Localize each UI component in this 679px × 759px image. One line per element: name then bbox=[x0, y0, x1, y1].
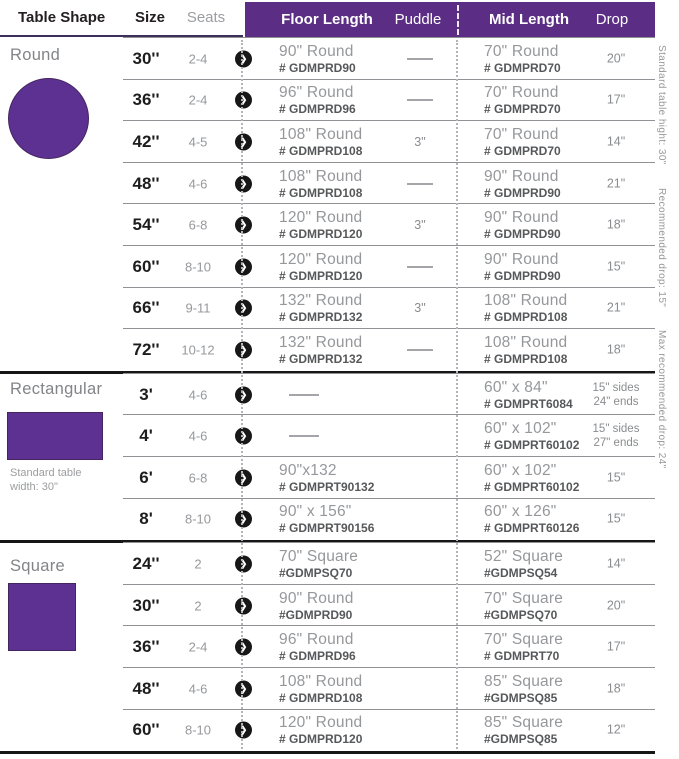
table-row bbox=[0, 204, 655, 246]
section-label: Square bbox=[10, 557, 66, 576]
puddle-cell bbox=[392, 58, 448, 60]
arrow-icon: ❯ bbox=[235, 722, 252, 739]
floor-length-sku: # GDMPRD96 bbox=[279, 649, 356, 664]
floor-length-value: 108" Round bbox=[279, 167, 363, 185]
mid-length-cell bbox=[484, 334, 592, 366]
puddle-cell: 3" bbox=[414, 218, 426, 233]
drop-cell bbox=[586, 301, 646, 316]
drop-cell bbox=[586, 681, 646, 696]
size-cell: 30'' bbox=[132, 595, 160, 615]
header-left bbox=[0, 0, 243, 37]
floor-length-cell bbox=[279, 435, 395, 437]
arrow-icon: ❯ bbox=[235, 258, 252, 275]
arrow-icon: ❯ bbox=[235, 386, 252, 403]
floor-length-cell bbox=[279, 548, 395, 580]
mid-length-sku: # GDMPRD90 bbox=[484, 185, 561, 200]
floor-length-cell bbox=[279, 631, 395, 663]
mid-length-value: 108" Round bbox=[484, 333, 568, 351]
mid-length-value: 90" Round bbox=[484, 250, 559, 268]
floor-length-value: 90" Round bbox=[279, 589, 354, 607]
seats-cell: 4-5 bbox=[188, 134, 208, 150]
arrow-icon: ❯ bbox=[235, 428, 252, 445]
mid-length-value: 85" Square bbox=[484, 672, 564, 690]
drop-value: 18" bbox=[606, 681, 626, 696]
dotted-divider-left bbox=[241, 40, 243, 749]
drop-cell bbox=[586, 422, 646, 450]
mid-length-value: 60" x 102" bbox=[484, 461, 557, 479]
mid-length-value: 85" Square bbox=[484, 714, 564, 732]
floor-length-value: 90" x 156" bbox=[279, 503, 352, 521]
floor-length-cell bbox=[279, 43, 395, 75]
floor-length-cell bbox=[279, 292, 395, 324]
puddle-cell bbox=[392, 349, 448, 351]
dash-placeholder bbox=[407, 58, 433, 60]
mid-length-sku: #GDMPSQ85 bbox=[484, 732, 558, 747]
section-label: Round bbox=[10, 46, 61, 64]
mid-length-sku: #GDMPSQ85 bbox=[484, 690, 558, 705]
seats-cell: 6-8 bbox=[188, 470, 208, 486]
floor-length-value: 120" Round bbox=[279, 250, 363, 268]
drop-value: 20" bbox=[606, 598, 626, 613]
shape-caption-line2: width: 30" bbox=[10, 480, 58, 493]
floor-length-sku: # GDMPRD120 bbox=[279, 268, 363, 283]
floor-length-sku: # GDMPRD90 bbox=[279, 60, 356, 75]
mid-length-sku: # GDMPRT60126 bbox=[484, 521, 580, 536]
mid-length-value: 70" Square bbox=[484, 589, 564, 607]
size-cell: 54'' bbox=[132, 215, 160, 235]
mid-length-sku: # GDMPRT60102 bbox=[484, 438, 580, 453]
mid-length-cell bbox=[484, 462, 592, 494]
mid-length-sku: # GDMPRT70 bbox=[484, 649, 560, 664]
section-square bbox=[0, 540, 655, 751]
mid-length-cell bbox=[484, 714, 592, 746]
floor-length-value: 132" Round bbox=[279, 333, 363, 351]
size-cell: 4' bbox=[139, 426, 153, 446]
mid-length-value: 108" Round bbox=[484, 292, 568, 310]
arrow-icon: ❯ bbox=[235, 639, 252, 656]
floor-length-cell bbox=[279, 590, 395, 622]
drop-cell bbox=[586, 512, 646, 527]
mid-length-value: 90" Round bbox=[484, 167, 559, 185]
floor-length-sku: # GDMPRD96 bbox=[279, 102, 356, 117]
mid-length-cell bbox=[484, 251, 592, 283]
floor-length-sku: # GDMPRD132 bbox=[279, 351, 363, 366]
arrow-icon: ❯ bbox=[235, 341, 252, 358]
header-seats: Seats bbox=[186, 9, 226, 26]
table-row bbox=[0, 246, 655, 288]
floor-length-sku: # GDMPRD108 bbox=[279, 185, 363, 200]
puddle-cell: 3" bbox=[414, 134, 426, 149]
seats-cell: 4-6 bbox=[188, 387, 208, 403]
mid-length-value: 60" x 102" bbox=[484, 420, 557, 438]
mid-length-value: 70" Round bbox=[484, 84, 559, 102]
floor-length-sku: #GDMPSQ70 bbox=[279, 565, 353, 580]
mid-length-cell bbox=[484, 209, 592, 241]
arrow-icon: ❯ bbox=[235, 217, 252, 234]
seats-cell: 4-6 bbox=[188, 681, 208, 697]
table-row bbox=[0, 121, 655, 163]
arrow-icon: ❯ bbox=[235, 133, 252, 150]
drop-cell bbox=[586, 93, 646, 108]
mid-length-sku: # GDMPRD70 bbox=[484, 143, 561, 158]
drop-cell bbox=[586, 218, 646, 233]
seats-cell: 2-4 bbox=[188, 51, 208, 67]
floor-length-cell bbox=[279, 209, 395, 241]
header-drop: Drop bbox=[595, 11, 629, 28]
floor-length-sku: # GDMPRD120 bbox=[279, 227, 363, 242]
mid-length-value: 60" x 126" bbox=[484, 503, 557, 521]
drop-value: 15" bbox=[606, 259, 626, 274]
size-cell: 3' bbox=[139, 384, 153, 404]
dash-placeholder bbox=[407, 183, 433, 185]
drop-value: 21" bbox=[606, 300, 626, 315]
size-cell: 66'' bbox=[132, 298, 160, 318]
floor-length-value: 120" Round bbox=[279, 209, 363, 227]
mid-length-sku: #GDMPSQ54 bbox=[484, 565, 558, 580]
mid-length-cell bbox=[484, 548, 592, 580]
table-row bbox=[0, 499, 655, 541]
table-row bbox=[0, 457, 655, 499]
seats-cell: 2-4 bbox=[188, 92, 208, 108]
header-table-shape: Table Shape bbox=[18, 9, 106, 26]
drop-value: 17" bbox=[606, 639, 626, 654]
size-cell: 48'' bbox=[132, 678, 160, 698]
mid-length-value: 52" Square bbox=[484, 547, 564, 565]
dash-placeholder bbox=[289, 394, 319, 396]
mid-length-cell bbox=[484, 420, 592, 452]
seats-cell: 8-10 bbox=[184, 259, 212, 275]
table-row bbox=[0, 668, 655, 710]
drop-value: 17" bbox=[606, 92, 626, 107]
rows-area bbox=[0, 38, 655, 751]
mid-length-sku: #GDMPSQ70 bbox=[484, 607, 558, 622]
floor-length-cell bbox=[279, 714, 395, 746]
header-mid-length: Mid Length bbox=[489, 11, 569, 28]
floor-length-sku: # GDMPRD132 bbox=[279, 310, 363, 325]
size-cell: 72'' bbox=[132, 339, 160, 359]
mid-length-sku: # GDMPRD70 bbox=[484, 60, 561, 75]
size-cell: 36'' bbox=[132, 637, 160, 657]
dash-placeholder bbox=[289, 435, 319, 437]
arrow-icon: ❯ bbox=[235, 511, 252, 528]
mid-length-value: 70" Square bbox=[484, 631, 564, 649]
drop-cell bbox=[586, 342, 646, 357]
puddle-cell bbox=[392, 266, 448, 268]
dash-placeholder bbox=[407, 349, 433, 351]
table-row bbox=[0, 374, 655, 416]
shape-caption-line1: Standard table bbox=[10, 466, 82, 479]
mid-length-sku: # GDMPRD90 bbox=[484, 227, 561, 242]
floor-length-value: 108" Round bbox=[279, 672, 363, 690]
floor-length-cell bbox=[279, 462, 395, 494]
mid-length-cell bbox=[484, 168, 592, 200]
table-row bbox=[0, 38, 655, 80]
dotted-divider-right bbox=[456, 40, 458, 749]
drop-value-line2: 27" ends bbox=[593, 437, 639, 450]
mid-length-value: 70" Round bbox=[484, 125, 559, 143]
size-cell: 24'' bbox=[132, 553, 160, 573]
floor-length-value: 132" Round bbox=[279, 292, 363, 310]
mid-length-cell bbox=[484, 43, 592, 75]
table-row bbox=[0, 80, 655, 122]
drop-value: 21" bbox=[606, 176, 626, 191]
drop-value: 18" bbox=[606, 342, 626, 357]
note-max-drop: Max recommended drop: 24" bbox=[656, 330, 667, 469]
drop-value: 20" bbox=[606, 51, 626, 66]
drop-value-line2: 24" ends bbox=[593, 395, 639, 408]
drop-value: 18" bbox=[606, 217, 626, 232]
drop-cell bbox=[586, 723, 646, 738]
mid-length-cell bbox=[484, 292, 592, 324]
mid-length-cell bbox=[484, 126, 592, 158]
drop-value: 14" bbox=[606, 556, 626, 571]
note-standard-height: Standard table hight: 30" bbox=[656, 45, 667, 165]
mid-length-cell bbox=[484, 84, 592, 116]
drop-cell bbox=[586, 640, 646, 655]
drop-cell bbox=[586, 470, 646, 485]
floor-length-cell bbox=[279, 168, 395, 200]
arrow-icon: ❯ bbox=[235, 555, 252, 572]
drop-cell bbox=[586, 51, 646, 66]
seats-cell: 4-6 bbox=[188, 428, 208, 444]
floor-length-sku: # GDMPRD108 bbox=[279, 690, 363, 705]
mid-length-cell bbox=[484, 590, 592, 622]
arrow-icon: ❯ bbox=[235, 175, 252, 192]
size-cell: 48'' bbox=[132, 173, 160, 193]
arrow-icon: ❯ bbox=[235, 92, 252, 109]
drop-cell bbox=[586, 176, 646, 191]
table-row bbox=[0, 626, 655, 668]
seats-cell: 10-12 bbox=[181, 342, 215, 358]
dash-placeholder bbox=[407, 266, 433, 268]
seats-cell: 9-11 bbox=[185, 300, 211, 316]
drop-value: 15" bbox=[606, 511, 626, 526]
drop-cell bbox=[586, 381, 646, 409]
size-cell: 36'' bbox=[132, 90, 160, 110]
mid-length-cell bbox=[484, 631, 592, 663]
mid-length-value: 70" Round bbox=[484, 42, 559, 60]
puddle-cell bbox=[392, 99, 448, 101]
table-row bbox=[0, 710, 655, 752]
section-rectangular bbox=[0, 371, 655, 540]
floor-length-cell bbox=[279, 251, 395, 283]
arrow-icon: ❯ bbox=[235, 50, 252, 67]
arrow-icon: ❯ bbox=[235, 300, 252, 317]
floor-length-cell bbox=[279, 126, 395, 158]
drop-value: 15" sides bbox=[592, 423, 640, 436]
table-row bbox=[0, 543, 655, 585]
drop-value: 12" bbox=[606, 722, 626, 737]
size-cell: 8' bbox=[139, 509, 153, 529]
seats-cell: 8-10 bbox=[184, 511, 212, 527]
floor-length-sku: # GDMPRD108 bbox=[279, 143, 363, 158]
mid-length-cell bbox=[484, 379, 592, 411]
floor-length-value: 96" Round bbox=[279, 631, 354, 649]
seats-cell: 4-6 bbox=[188, 176, 208, 192]
section-label: Rectangular bbox=[10, 379, 103, 398]
floor-length-sku: #GDMPRD90 bbox=[279, 607, 353, 622]
drop-value: 15" bbox=[606, 470, 626, 485]
arrow-icon: ❯ bbox=[235, 469, 252, 486]
side-notes bbox=[656, 45, 667, 751]
mid-length-value: 60" x 84" bbox=[484, 378, 548, 396]
header-floor-length: Floor Length bbox=[281, 11, 373, 28]
mid-length-cell bbox=[484, 673, 592, 705]
puddle-cell bbox=[392, 183, 448, 185]
section-round bbox=[0, 38, 655, 371]
size-cell: 42'' bbox=[132, 131, 160, 151]
puddle-cell: 3" bbox=[414, 301, 426, 316]
mid-length-sku: # GDMPRT6084 bbox=[484, 396, 573, 411]
seats-cell: 2 bbox=[194, 556, 202, 572]
arrow-icon: ❯ bbox=[235, 680, 252, 697]
seats-cell: 8-10 bbox=[184, 722, 212, 738]
note-recommended-drop: Recommended drop: 15" bbox=[656, 187, 667, 308]
floor-length-sku: # GDMPRD120 bbox=[279, 732, 363, 747]
seats-cell: 2-4 bbox=[188, 639, 208, 655]
table-row bbox=[0, 288, 655, 330]
floor-length-value: 90" Round bbox=[279, 42, 354, 60]
floor-length-cell bbox=[279, 334, 395, 366]
drop-cell bbox=[586, 556, 646, 571]
size-cell: 60'' bbox=[132, 256, 160, 276]
mid-length-sku: # GDMPRT60102 bbox=[484, 479, 580, 494]
table-header bbox=[0, 0, 655, 38]
floor-length-sku: # GDMPRT90132 bbox=[279, 479, 375, 494]
mid-length-cell bbox=[484, 503, 592, 535]
header-purple-band bbox=[245, 2, 655, 38]
floor-length-cell bbox=[279, 84, 395, 116]
size-cell: 6' bbox=[139, 467, 153, 487]
floor-length-cell bbox=[279, 394, 395, 396]
arrow-icon: ❯ bbox=[235, 597, 252, 614]
floor-length-value: 108" Round bbox=[279, 125, 363, 143]
drop-cell bbox=[586, 134, 646, 149]
mid-length-sku: # GDMPRD108 bbox=[484, 351, 568, 366]
mid-length-sku: # GDMPRD90 bbox=[484, 268, 561, 283]
mid-length-value: 90" Round bbox=[484, 209, 559, 227]
size-cell: 30'' bbox=[132, 48, 160, 68]
floor-length-cell bbox=[279, 673, 395, 705]
table-row bbox=[0, 415, 655, 457]
floor-length-value: 96" Round bbox=[279, 84, 354, 102]
table-row bbox=[0, 585, 655, 627]
size-cell: 60'' bbox=[132, 720, 160, 740]
drop-cell bbox=[586, 598, 646, 613]
header-size: Size bbox=[134, 9, 165, 26]
table-row bbox=[0, 163, 655, 205]
drop-value: 15" sides bbox=[592, 381, 640, 394]
floor-length-value: 120" Round bbox=[279, 714, 363, 732]
mid-length-sku: # GDMPRD108 bbox=[484, 310, 568, 325]
floor-length-value: 90"x132 bbox=[279, 461, 337, 479]
seats-cell: 2 bbox=[194, 598, 202, 614]
floor-length-value: 70" Square bbox=[279, 547, 359, 565]
header-puddle: Puddle bbox=[394, 11, 442, 28]
mid-length-sku: # GDMPRD70 bbox=[484, 102, 561, 117]
header-dashed-divider bbox=[457, 5, 459, 35]
dash-placeholder bbox=[407, 99, 433, 101]
seats-cell: 6-8 bbox=[188, 217, 208, 233]
table-row bbox=[0, 329, 655, 371]
floor-length-sku: # GDMPRT90156 bbox=[279, 521, 375, 536]
floor-length-cell bbox=[279, 503, 395, 535]
drop-value: 14" bbox=[606, 134, 626, 149]
drop-cell bbox=[586, 259, 646, 274]
